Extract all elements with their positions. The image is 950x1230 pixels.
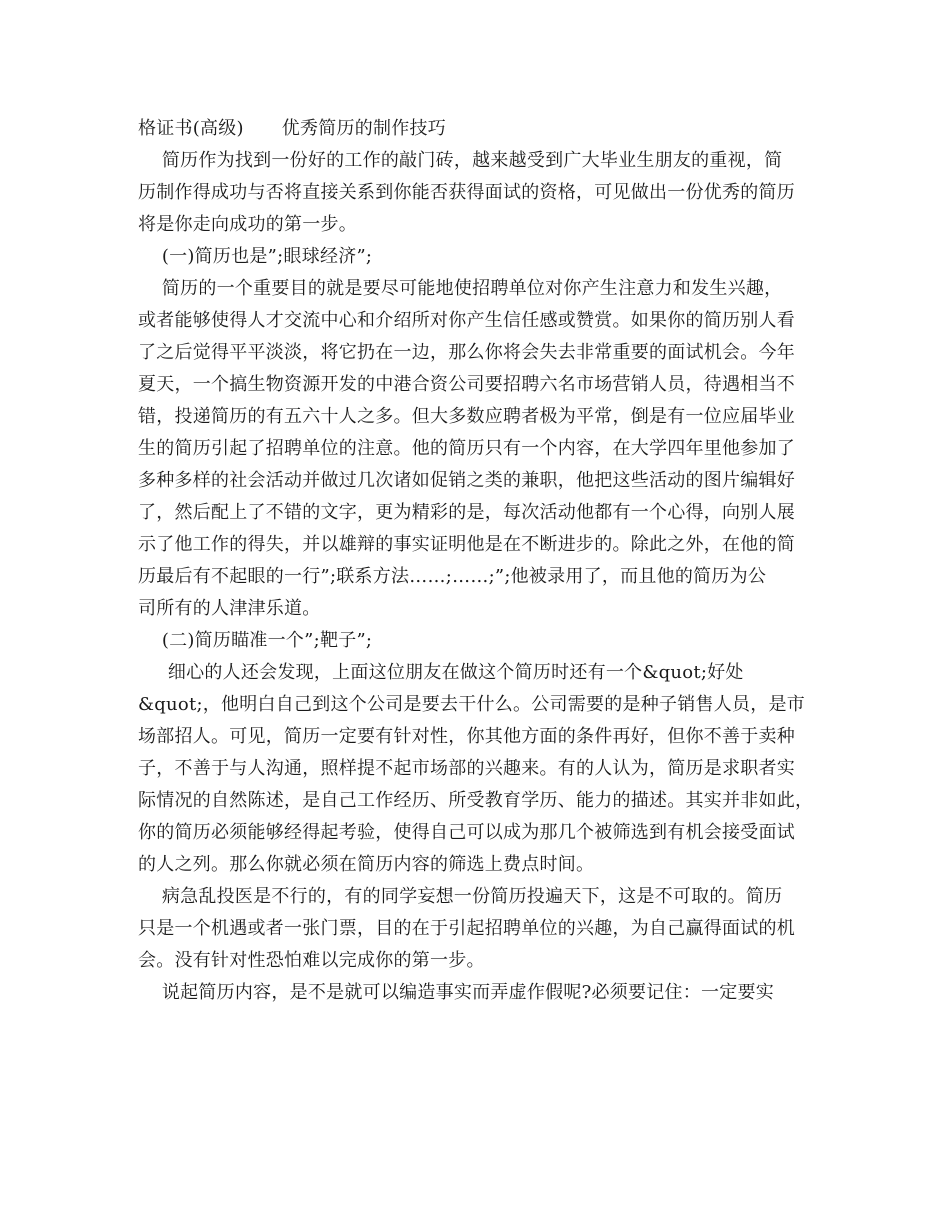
document-body (138, 145, 818, 1009)
text-line: 说起简历内容，是不是就可以编造事实而弄虚作假呢?必须要记住：一定要实 (138, 982, 775, 1003)
document-header (138, 113, 818, 145)
text-line: 你的简历必须能够经得起考验，使得自己可以成为那几个被筛选到有机会接受面试 (138, 822, 795, 843)
text-line: 病急乱投医是不行的，有的同学妄想一份简历投遍天下，这是不可取的。简历 (138, 886, 783, 907)
text-line: 示了他工作的得失，并以雄辩的事实证明他是在不断进步的。除此之外，在他的简 (138, 534, 795, 555)
text-line: 会。没有针对性恐怕难以完成你的第一步。 (138, 950, 485, 971)
text-line: 或者能够使得人才交流中心和介绍所对你产生信任感或赞赏。如果你的简历别人看 (138, 310, 795, 331)
document-page (138, 113, 818, 1009)
text-line: (一)简历也是”;眼球经济”; (138, 246, 373, 267)
text-line: 只是一个机遇或者一张门票，目的在于引起招聘单位的兴趣，为自己赢得面试的机 (138, 918, 795, 939)
text-line: &quot;，他明白自己到这个公司是要去干什么。公司需要的是种子销售人员，是市 (138, 694, 806, 715)
text-line: 场部招人。可见，简历一定要有针对性，你其他方面的条件再好，但你不善于卖种 (138, 726, 795, 747)
text-line: 历制作得成功与否将直接关系到你能否获得面试的资格，可见做出一份优秀的简历 (138, 182, 795, 203)
text-line: 了之后觉得平平淡淡，将它扔在一边，那么你将会失去非常重要的面试机会。今年 (138, 342, 795, 363)
text-line: 生的简历引起了招聘单位的注意。他的简历只有一个内容，在大学四年里他参加了 (138, 438, 795, 459)
text-line: 子，不善于与人沟通，照样提不起市场部的兴趣来。有的人认为，简历是求职者实 (138, 758, 795, 779)
header-certificate-text: 格证书(高级) (138, 118, 244, 139)
text-line: 多种多样的社会活动并做过几次诸如促销之类的兼职，他把这些活动的图片编辑好 (138, 470, 795, 491)
text-line: 的人之列。那么你就必须在简历内容的筛选上费点时间。 (138, 854, 595, 875)
text-line: 简历的一个重要目的就是要尽可能地使招聘单位对你产生注意力和发生兴趣， (138, 278, 783, 299)
text-line: 错，投递简历的有五六十人之多。但大多数应聘者极为平常，倒是有一位应届毕业 (138, 406, 795, 427)
text-line: (二)简历瞄准一个”;靶子”; (138, 630, 373, 651)
text-line: 历最后有不起眼的一行”;联系方法……;……;”;他被录用了，而且他的简历为公 (138, 566, 767, 587)
header-title: 优秀简历的制作技巧 (281, 118, 447, 139)
text-line: 细心的人还会发现，上面这位朋友在做这个简历时还有一个&quot;好处 (138, 662, 744, 683)
text-line: 简历作为找到一份好的工作的敲门砖，越来越受到广大毕业生朋友的重视，简 (138, 150, 783, 171)
text-line: 夏天，一个搞生物资源开发的中港合资公司要招聘六名市场营销人员，待遇相当不 (138, 374, 795, 395)
text-line: 际情况的自然陈述，是自己工作经历、所受教育学历、能力的描述。其实并非如此， (138, 790, 814, 811)
text-line: 司所有的人津津乐道。 (138, 598, 321, 619)
text-line: 将是你走向成功的第一步。 (138, 214, 357, 235)
text-line: 了，然后配上了不错的文字，更为精彩的是，每次活动他都有一个心得，向别人展 (138, 502, 795, 523)
